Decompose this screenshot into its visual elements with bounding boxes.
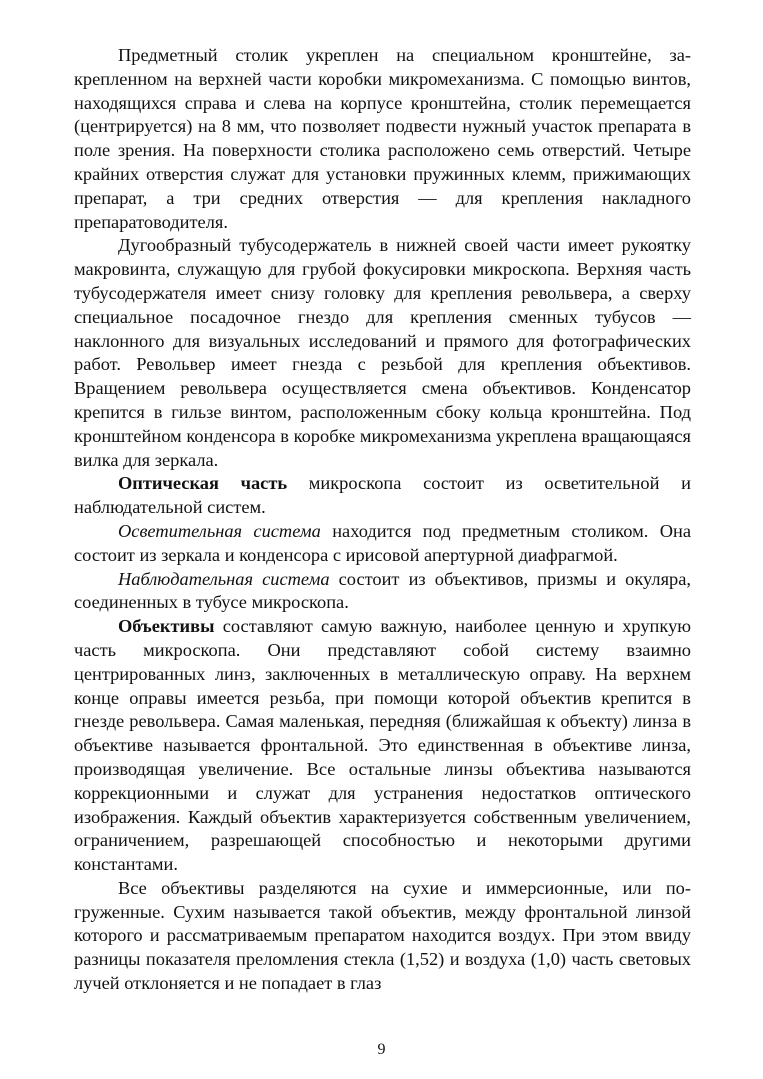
term-observation-system: Наблюдательная система (118, 568, 330, 589)
term-illumination-system: Осветительная система (118, 520, 321, 541)
paragraph-tube-holder (74, 234, 691, 472)
paragraph-stage (74, 44, 691, 234)
page-number: 9 (377, 1041, 386, 1058)
term-objectives: Объективы (118, 616, 215, 637)
paragraph-optical-part (74, 472, 691, 520)
paragraph-stage-text: Предметный столик укреплен на специальном кронштейне, закрепленном на верхней части коробки микромеханизма. С помощью винтов, находящихся справа и слева на корпусе кронштейна, столик перемещается (центрируется) на 8 мм, что позволяет подвести нужный участок препарата в поле зрения. На поверхности столика расположено семь отверстий. Четыре крайних отверстия служат для установки пружинных клемм, прижимающих препарат, а три средних отверстия — для крепления накладного препаратоводителя. (74, 45, 691, 232)
paragraph-objectives-text: составляют самую важную, наиболее ценную и хрупкую часть микроскопа. Они представляют собой систему взаимно центрированных линз, заключенных в металлическую оправу. На верхнем конце оправы имеется резьба, при помощи которой объектив крепится в гнезде револьвера. Самая маленькая, передняя (ближайшая к объекту) линза в объективе называется фронтальной. Это единственная в объективе линза, производящая увеличение. Все остальные линзы объектива называются коррекционными и служат для устранения недостатков оптического изображения. Каждый объектив характеризуется собственным увеличением, ограничением, разрешающей способностью и некоторыми другими константами. (74, 616, 691, 875)
paragraph-observation-system (74, 568, 691, 616)
paragraph-objectives (74, 615, 691, 877)
paragraph-optical-part-text: микроскопа состоит из осветительной и наблюдательной систем. (74, 473, 691, 518)
term-optical-part: Оптическая часть (118, 473, 288, 494)
paragraph-dry-immersion (74, 877, 691, 996)
paragraph-observation-system-text: состоит из объективов, призмы и окуляра, соединенных в тубусе микроскопа. (74, 568, 691, 613)
page-body (74, 44, 691, 996)
paragraph-illumination-system (74, 520, 691, 568)
paragraph-tube-holder-text: Дугообразный тубусодержатель в нижней своей части имеет рукоятку макровинта, служащую для грубой фокусировки микроскопа. Верхняя часть тубусодержателя имеет снизу головку для крепления револьвера, а сверху специальное посадочное гнездо для крепления сменных тубусов — наклонного для визуальных исследований и прямого для фотографических работ. Револьвер имеет гнезда с резьбой для крепления объективов. Вращением револьвера осуществляется смена объективов. Конденсатор крепится в гильзе винтом, расположенным сбоку кольца кронштейна. Под кронштейном конденсора в коробке микромеханизма укреплена вращающаяся вилка для зеркала. (74, 235, 691, 470)
paragraph-dry-immersion-text: Все объективы разделяются на сухие и иммерсионные, или погруженные. Сухим называется такой объектив, между фронтальной линзой которого и рассматриваемым препаратом находится воздух. При этом ввиду разницы показателя преломления стекла (1,52) и воздуха (1,0) часть световых лучей отклоняется и не попадает в глаз (74, 877, 691, 994)
paragraph-illumination-system-text: находится под предметным столиком. Она состоит из зеркала и конденсора с ирисовой апертурной диафрагмой. (74, 520, 691, 565)
